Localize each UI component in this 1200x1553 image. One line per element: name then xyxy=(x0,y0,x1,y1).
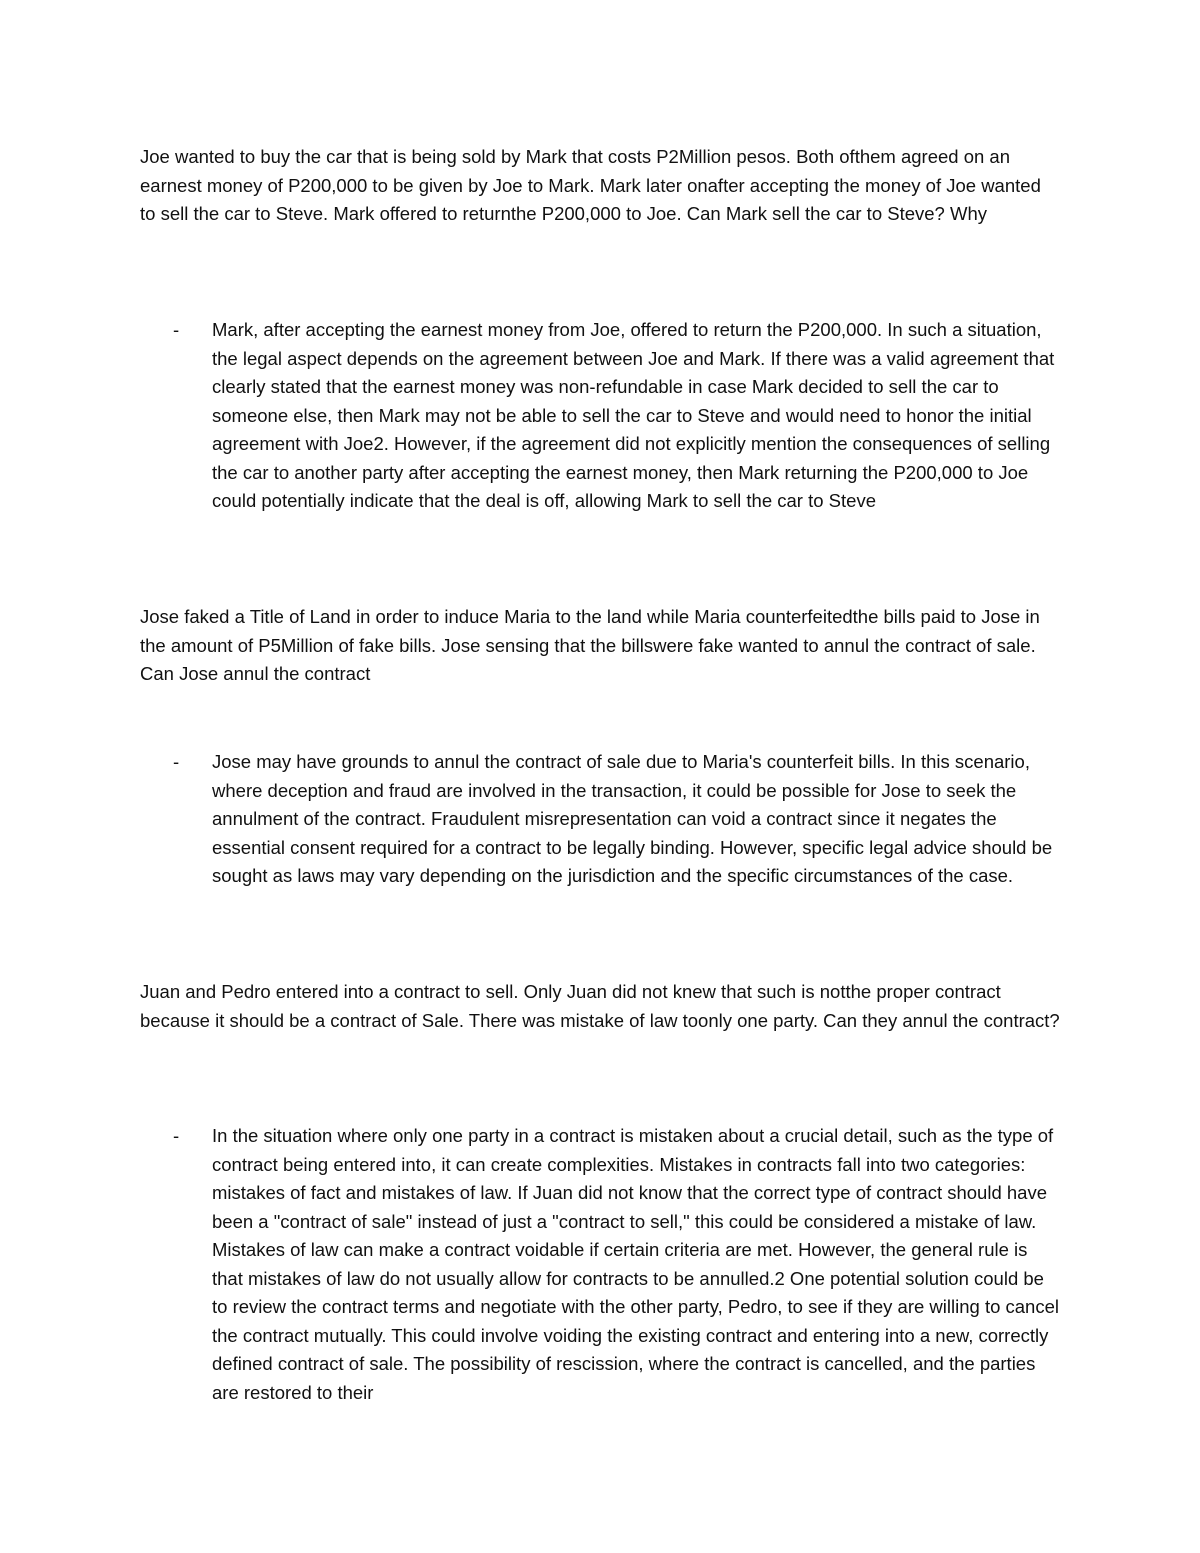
answer-3 xyxy=(140,1122,1060,1407)
answer-2-text: Jose may have grounds to annul the contract of sale due to Maria's counterfeit bills. In this scenario, where deception and fraud are involved in the transaction, it could be possible for Jose to seek the annulment of the contract. Fraudulent misrepresentation can void a contract since it negates the essential consent required for a contract to be legally binding. However, specific legal advice should be sought as laws may vary depending on the jurisdiction and the specific circumstances of the case. xyxy=(212,751,1053,886)
question-3 xyxy=(140,978,1060,1035)
bullet-dash: - xyxy=(173,319,180,340)
question-1-text: Joe wanted to buy the car that is being sold by Mark that costs P2Million pesos. Both ofthem agreed on an earnest money of P200,000 to be given by Joe to Mark. Mark later onafter accepting the money of Joe wanted to sell the car to Steve. Mark offered to returnthe P200,000 to Joe. Can Mark sell the car to Steve? Why xyxy=(140,146,1041,224)
bullet-dash: - xyxy=(173,1125,180,1146)
answer-2 xyxy=(140,748,1060,891)
answer-1 xyxy=(140,316,1060,516)
question-2-text: Jose faked a Title of Land in order to induce Maria to the land while Maria counterfeitedthe bills paid to Jose in the amount of P5Million of fake bills. Jose sensing that the billswere fake wanted to annul the contract of sale. Can Jose annul the contract xyxy=(140,606,1040,684)
question-2 xyxy=(140,603,1060,689)
answer-3-text: In the situation where only one party in a contract is mistaken about a crucial detail, such as the type of contract being entered into, it can create complexities. Mistakes in contracts fall into two categories: mistakes of fact and mistakes of law. If Juan did not know that the correct type of contract should have been a "contract of sale" instead of just a "contract to sell," this could be considered a mistake of law. Mistakes of law can make a contract voidable if certain criteria are met. However, the general rule is that mistakes of law do not usually allow for contracts to be annulled.2 One potential solution could be to review the contract terms and negotiate with the other party, Pedro, to see if they are willing to cancel the contract mutually. This could involve voiding the existing contract and entering into a new, correctly defined contract of sale. The possibility of rescission, where the contract is cancelled, and the parties are restored to their xyxy=(212,1125,1059,1403)
answer-1-text: Mark, after accepting the earnest money from Joe, offered to return the P200,000. In such a situation, the legal aspect depends on the agreement between Joe and Mark. If there was a valid agreement that clearly stated that the earnest money was non-refundable in case Mark decided to sell the car to someone else, then Mark may not be able to sell the car to Steve and would need to honor the initial agreement with Joe2. However, if the agreement did not explicitly mention the consequences of selling the car to another party after accepting the earnest money, then Mark returning the P200,000 to Joe could potentially indicate that the deal is off, allowing Mark to sell the car to Steve xyxy=(212,319,1055,511)
question-1 xyxy=(140,143,1060,229)
bullet-dash: - xyxy=(173,751,180,772)
question-3-text: Juan and Pedro entered into a contract to sell. Only Juan did not knew that such is notthe proper contract because it should be a contract of Sale. There was mistake of law toonly one party. Can they annul the contract? xyxy=(140,981,1060,1031)
